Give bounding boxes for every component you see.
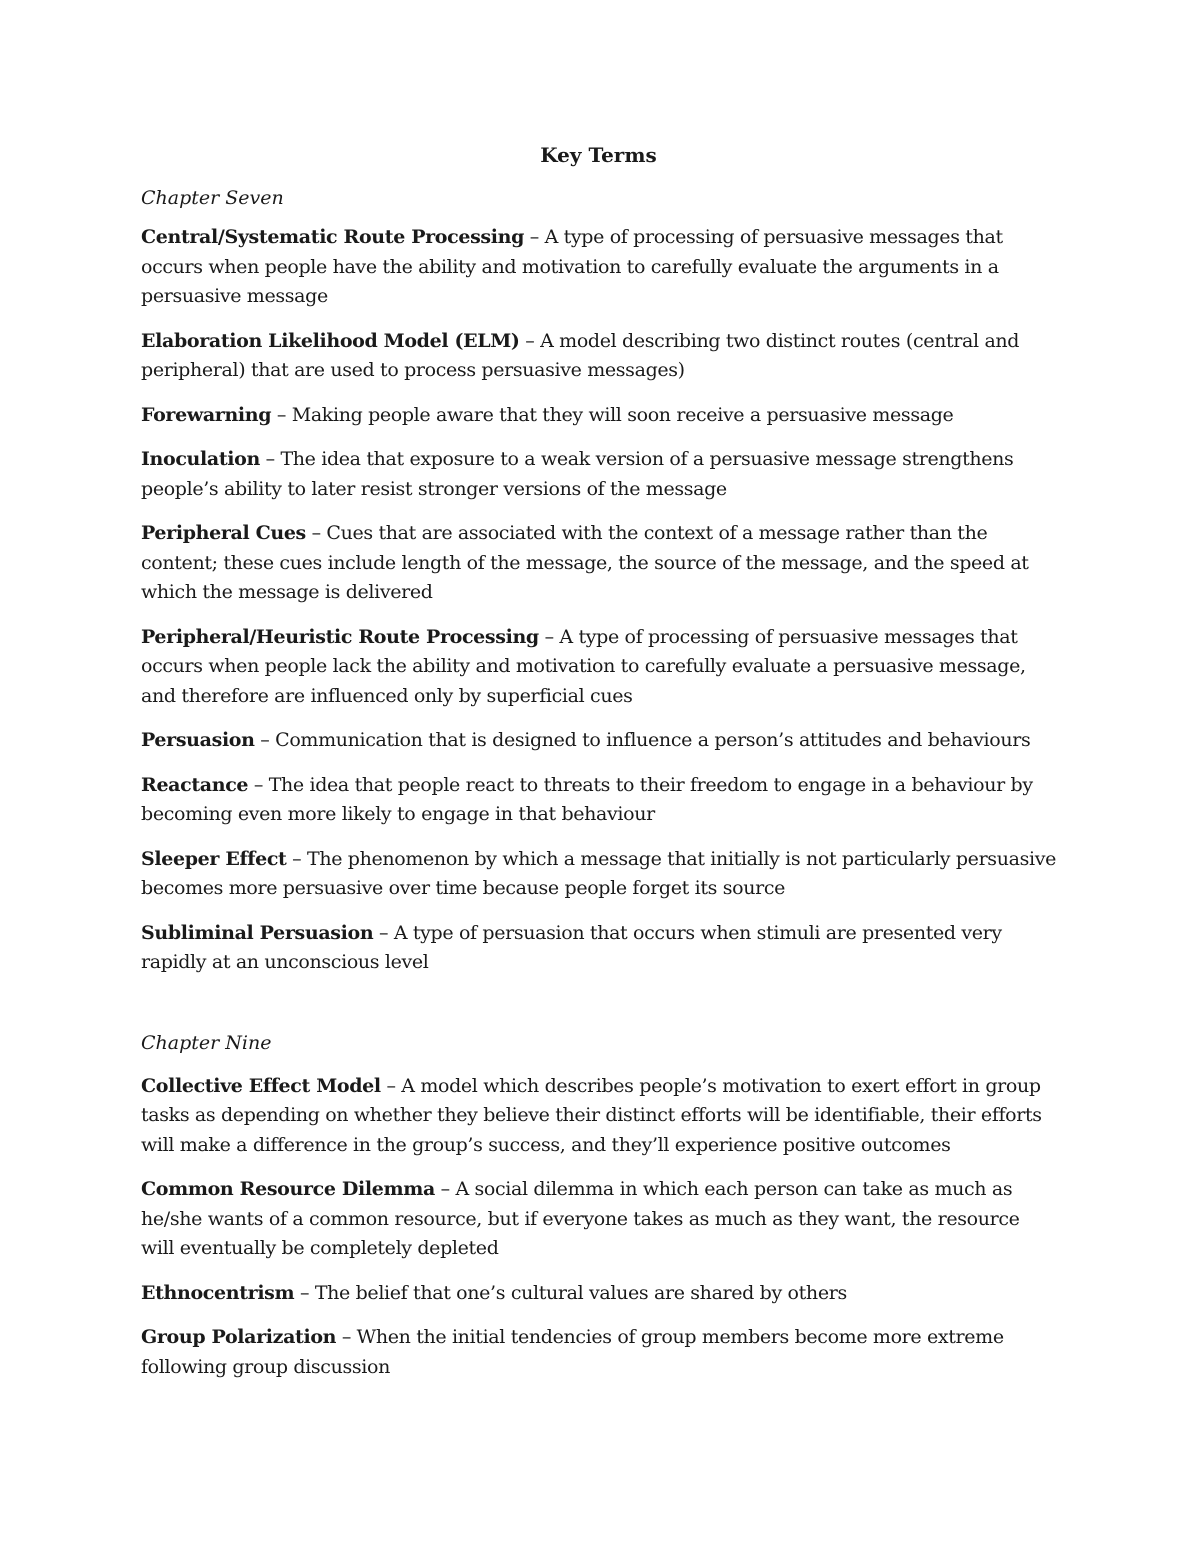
term-definition: – The belief that one’s cultural values are shared by others [294,1281,847,1304]
document-page [141,140,1056,1397]
term-name: Common Resource Dilemma [141,1178,435,1200]
term-name: Peripheral Cues [141,522,306,544]
term-name: Ethnocentrism [141,1281,295,1304]
term-definition: – Cues that are associated with the context of a message rather than the content; these cues include length of the message, the source of the message, and the speed at which the message is delivered [141,522,1029,603]
term-definition: – A type of processing of persuasive messages that occurs when people have the ability and motivation to carefully evaluate the arguments in a persuasive message [141,226,1003,307]
term-name: Reactance [141,773,249,796]
term-entry [141,327,1056,386]
term-definition: – Making people aware that they will soon receive a persuasive message [271,403,954,426]
term-definition: – A model which describes people’s motivation to exert effort in group tasks as depending on whether they believe their distinct efforts will be identifiable, their efforts will make a difference in the group’s success, and they’ll experience positive outcomes [141,1074,1042,1156]
term-name: Persuasion [141,729,255,751]
page-title: Key Terms [540,143,657,167]
term-entry [141,919,1056,978]
term-name: Subliminal Persuasion [141,921,374,944]
term-entry [141,845,1056,904]
term-entry [141,401,1056,431]
term-name: Collective Effect Model [141,1074,381,1097]
term-definition: – Communication that is designed to influence a person’s attitudes and behaviours [254,729,1031,751]
term-entry [141,519,1056,608]
chapter-heading: Chapter Nine [141,1031,272,1054]
term-definition: – A type of processing of persuasive messages that occurs when people lack the ability and motivation to carefully evaluate a persuasive message, and therefore are influenced only by superficial cues [141,625,1026,707]
term-entry [141,771,1056,830]
term-definition: – The idea that exposure to a weak version of a persuasive message strengthens people’s ability to later resist stronger versions of the message [141,448,1014,500]
term-entry [141,445,1056,504]
term-entry [141,1072,1056,1161]
chapter-heading: Chapter Seven [141,187,284,209]
term-definition: – A model describing two distinct routes (central and peripheral) that are used to process persuasive messages) [141,329,1020,381]
term-entry [141,726,1056,756]
chapter-nine-section [141,1028,1056,1383]
term-entry [141,1175,1056,1264]
term-entry [141,223,1056,312]
term-entry [141,1279,1056,1309]
term-name: Inoculation [141,448,260,470]
term-name: Central/Systematic Route Processing [141,226,525,248]
term-definition: – The phenomenon by which a message that initially is not particularly persuasive becomes more persuasive over time because people forget its source [141,847,1056,899]
chapter-seven-section [141,183,1056,978]
term-definition: – A social dilemma in which each person can take as much as he/she wants of a common resource, but if everyone takes as much as they want, the resource will eventually be completely depleted [141,1178,1020,1259]
term-definition: – The idea that people react to threats to their freedom to engage in a behaviour by becoming even more likely to engage in that behaviour [141,773,1033,825]
term-name: Group Polarization [141,1326,337,1348]
term-name: Elaboration Likelihood Model (ELM) [141,329,520,352]
term-definition: – When the initial tendencies of group members become more extreme following group discussion [141,1326,1004,1378]
term-definition: – A type of persuasion that occurs when stimuli are presented very rapidly at an unconscious level [141,921,1002,973]
term-name: Peripheral/Heuristic Route Processing [141,625,539,648]
term-entry [141,623,1056,712]
term-name: Forewarning [141,403,272,426]
term-name: Sleeper Effect [141,847,287,870]
term-entry [141,1323,1056,1382]
